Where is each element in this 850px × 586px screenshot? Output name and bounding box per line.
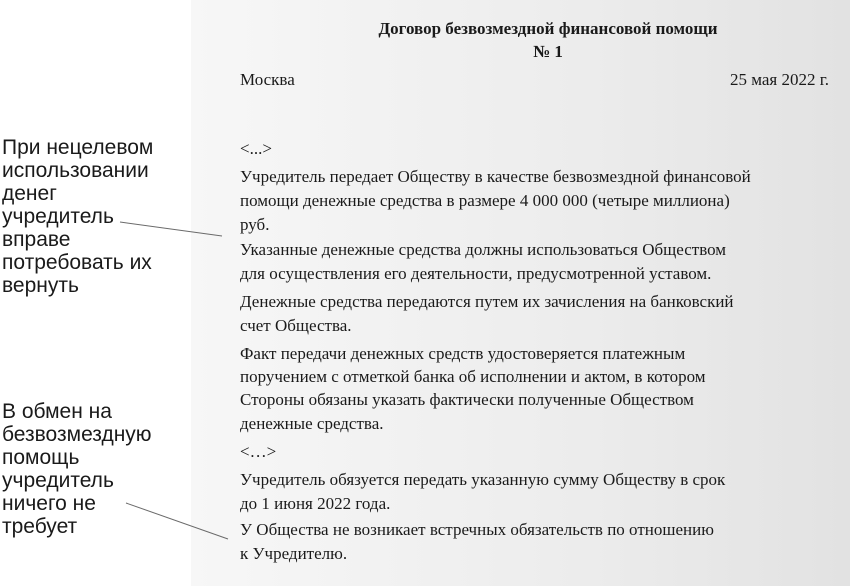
contract-number: № 1 (533, 42, 563, 61)
omission-marker: <…> (240, 442, 277, 461)
annotation-line: ничего не (2, 492, 96, 515)
paragraph-line: к Учредителю. (240, 544, 348, 563)
contract-title: Договор безвозмездной финансовой помощи (378, 19, 718, 38)
contract-date: 25 мая 2022 г. (729, 70, 829, 89)
paragraph-line: Учредитель обязуется передать указанную сумму Обществу в срок (240, 470, 726, 489)
paragraph-line: У Общества не возникает встречных обязательств по отношению (240, 520, 714, 539)
paragraph-line: счет Общества. (240, 316, 352, 335)
paragraph-line: Стороны обязаны указать фактически полученные Обществом (240, 390, 694, 409)
paragraph-line: Факт передачи денежных средств удостоверяется платежным (240, 344, 686, 363)
annotation-line: учредитель (2, 205, 114, 228)
annotation-line: помощь (2, 446, 80, 469)
annotation-line: потребовать их (2, 251, 152, 274)
annotation-line: учредитель (2, 469, 114, 492)
paragraph-line: помощи денежные средства в размере 4 000 000 (четыре миллиона) (240, 191, 730, 210)
paragraph-line: Учредитель передает Обществу в качестве безвозмездной финансовой (240, 167, 751, 186)
annotation-line: При нецелевом (2, 136, 154, 159)
annotation-line: В обмен на (2, 400, 112, 423)
paragraph-line: для осуществления его деятельности, предусмотренной уставом. (240, 264, 712, 283)
annotation-line: вернуть (2, 274, 79, 297)
annotation-line: требует (2, 515, 78, 538)
annotation-line: использовании (2, 159, 149, 182)
annotation-line: денег (2, 182, 57, 205)
paragraph-line: Денежные средства передаются путем их зачисления на банковский (240, 292, 734, 311)
paragraph-line: поручением с отметкой банка об исполнении и актом, в котором (240, 367, 706, 386)
omission-marker: <...> (240, 139, 272, 158)
paragraph-line: до 1 июня 2022 года. (240, 494, 391, 513)
paragraph-line: денежные средства. (240, 414, 384, 433)
paragraph-line: руб. (240, 215, 270, 234)
annotation-line: безвозмездную (2, 423, 152, 446)
contract-city: Москва (240, 70, 295, 89)
annotation-line: вправе (2, 228, 71, 251)
paragraph-line: Указанные денежные средства должны использоваться Обществом (240, 240, 727, 259)
